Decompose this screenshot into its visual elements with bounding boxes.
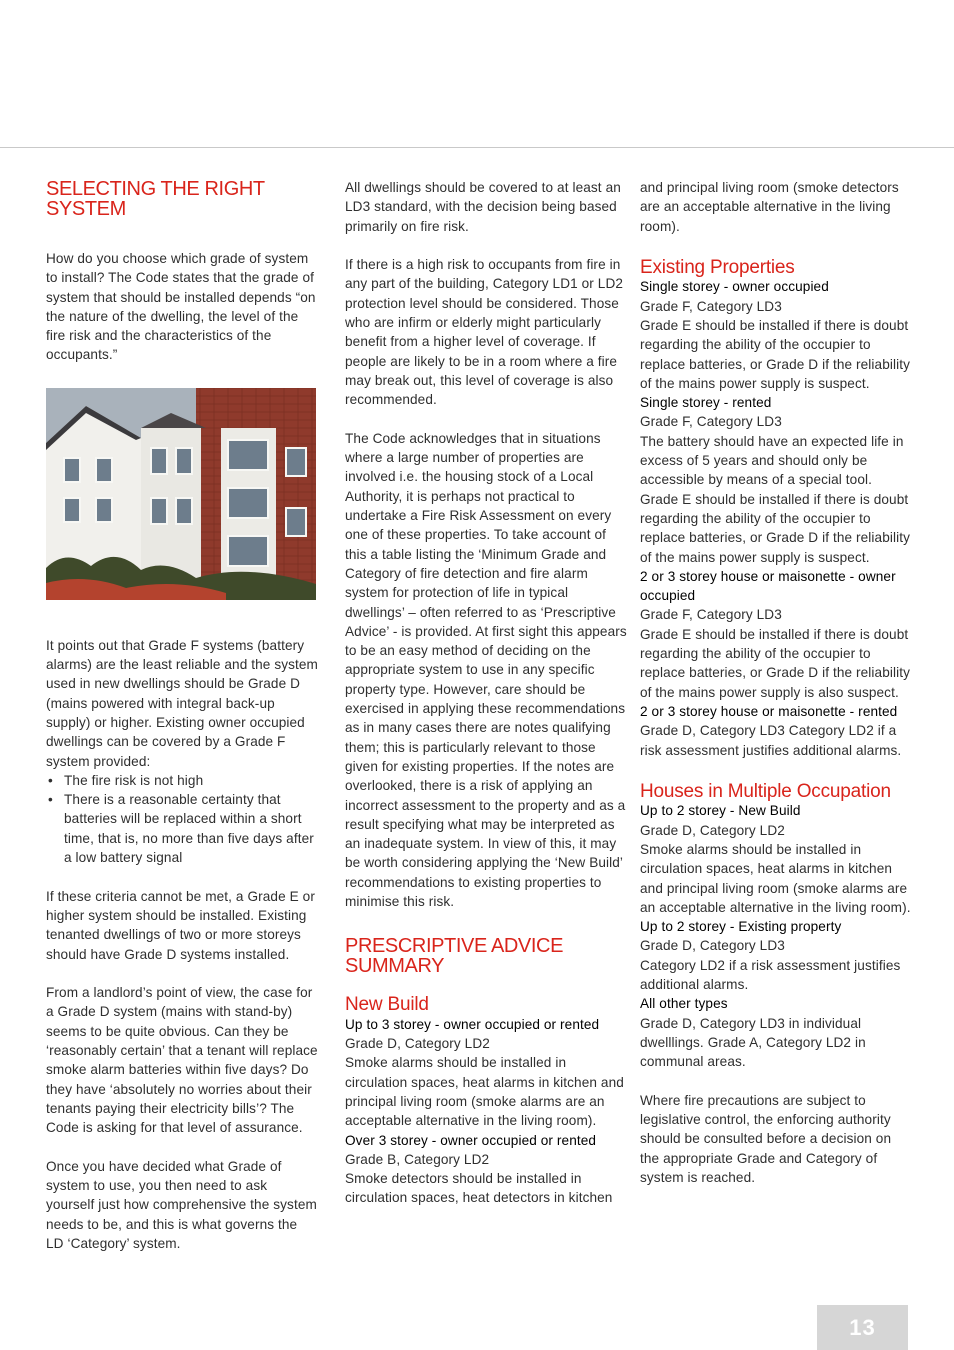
property-type: Up to 3 storey - owner occupied or rented [345, 1016, 600, 1032]
grade-category: Grade B, Category LD2 [345, 1151, 490, 1167]
paragraph: Once you have decided what Grade of system to use, you then need to ask yourself just how comprehensive the system needs to be, and this is what governs the LD ‘Category’ system. [46, 1158, 317, 1251]
paragraph: The battery should have an expected life in excess of 5 years and should only be accessible by means of a special tool. Grade E should be installed if there is doubt regarding the ability of the occupier to replace batteries, or Grade D if the reliability of the mains power supply is suspect. [640, 433, 910, 565]
section-heading-selecting: SELECTING THE RIGHT SYSTEM [46, 178, 265, 220]
subheading-new-build: New Build [345, 994, 429, 1016]
section-heading-prescriptive: PRESCRIPTIVE ADVICE SUMMARY [345, 935, 564, 977]
paragraph [640, 702, 914, 760]
criteria-list [46, 771, 318, 867]
paragraph: If there is a high risk to occupants from fire in any part of the building, Category LD1 or LD2 protection level should be considered. Those who are infirm or elderly might particularly benefit from a higher level of coverage. If people are likely to be in a room where a fire may break out, this level of coverage is also recommended. [345, 257, 624, 408]
grade-category: Grade D, Category LD3 [640, 938, 785, 954]
property-type: 2 or 3 storey house or maisonette - owner occupied [640, 568, 896, 604]
property-type: Up to 2 storey - New Build [640, 803, 801, 819]
paragraph: From a landlord’s point of view, the case for a Grade D system (mains with stand-by) seems to be quite obvious. Can they be ‘reasonably certain’ that a tenant will replace smoke alarm batteries within five days? Do they have ‘absolutely no worries about their tenants paying their electricity bills’? The Code is asking for that level of assurance. [46, 985, 318, 1136]
grade-category: Grade D, Category LD2 [640, 822, 785, 838]
column-3 [640, 178, 914, 1187]
paragraph: It points out that Grade F systems (battery alarms) are the least reliable and the system used in new dwellings should be Grade D (mains powered with integral back-up supply) or higher. Existing owner occupied dwellings can be covered by a Grade F system provided: [46, 637, 318, 769]
list-item: • The fire risk is not high [46, 771, 318, 790]
paragraph: Where fire precautions are subject to legislative control, the enforcing authority should be consulted before a decision on the appropriate Grade and Category of system is reached. [640, 1092, 892, 1185]
paragraph: How do you choose which grade of system to install? The Code states that the grade of system that should be installed depends “on the nature of the dwelling, the level of the fire risk and the characteristics of the occupants.” [46, 251, 316, 363]
list-item: • There is a reasonable certainty that batteries will be replaced within a short time, that is, no more than five days after a low battery signal [46, 790, 318, 867]
paragraph: Grade E should be installed if there is doubt regarding the ability of the occupier to replace batteries, or Grade D if the reliability of the mains power supply is suspect. [640, 317, 910, 391]
paragraph: Category LD2 if a risk assessment justifies additional alarms. [640, 957, 901, 992]
paragraph: Smoke alarms should be installed in circulation spaces, heat alarms in kitchen and principal living room (smoke alarms are an acceptable alternative in the living room). [640, 841, 911, 915]
grade-category: Grade F, Category LD3 [640, 298, 782, 314]
grade-category: Grade D, Category LD3 Category LD2 if a risk assessment justifies additional alarms. [640, 723, 902, 758]
page-number: 13 [817, 1305, 908, 1350]
header-rule [0, 147, 954, 148]
property-type: Single storey - rented [640, 395, 772, 411]
property-type: All other types [640, 996, 728, 1012]
subheading-existing-properties: Existing Properties [640, 256, 795, 278]
paragraph: Grade D, Category LD3 in individual dwelllings. Grade A, Category LD2 in communal areas. [640, 1015, 866, 1070]
paragraph: Smoke alarms should be installed in circulation spaces, heat alarms in kitchen and principal living room (smoke alarms are an acceptable alternative in the living room). [345, 1055, 624, 1129]
building-photo [46, 388, 316, 600]
grade-category: Grade F, Category LD3 [640, 414, 782, 430]
subheading-hmo: Houses in Multiple Occupation [640, 780, 891, 802]
paragraph: Grade E should be installed if there is doubt regarding the ability of the occupier to replace batteries, or Grade D if the reliability of the mains power supply is also suspect. [640, 626, 910, 700]
grade-category: Grade D, Category LD2 [345, 1036, 490, 1052]
property-type: Over 3 storey - owner occupied or rented [345, 1132, 597, 1148]
property-type: Single storey - owner occupied [640, 279, 829, 295]
property-type: 2 or 3 storey house or maisonette - rented [640, 703, 898, 719]
paragraph: All dwellings should be covered to at least an LD3 standard, with the decision being based primarily on fire risk. [345, 180, 621, 234]
paragraph: and principal living room (smoke detectors are an acceptable alternative in the living room). [640, 180, 899, 234]
property-type: Up to 2 storey - Existing property [640, 919, 842, 935]
paragraph: The Code acknowledges that in situations where a large number of properties are involved i.e. the housing stock of a Local Authority, it is perhaps not practical to undertake a Fire Risk Assessment on every one of these properties. To take account of this a table listing the ‘Minimum Grade and Category of fire detection and fire alarm system for protection of life in typical dwellings’ – often referred to as ‘Prescriptive Advice’ - is provided. At first sight this appears to be an easy method of deciding on the appropriate system to use in any specific property type. However, care should be exercised in applying these recommendations as in many cases there are notes qualifying them; this is particularly relevant to those given for existing properties. If the notes are overlooked, there is a risk of applying an incorrect assessment to the property and as a result specifying what may be interpreted as an inadequate system. In view of this, it may be worth considering applying the ‘New Build’ recommendations to existing properties to minimise this risk. [345, 430, 627, 909]
apartment-building-image [46, 388, 316, 600]
paragraph: If these criteria cannot be met, a Grade E or higher system should be installed. Existing tenanted dwellings of two or more storeys should have Grade D systems installed. [46, 888, 315, 962]
column-2 [345, 178, 629, 1208]
grade-category: Grade F, Category LD3 [640, 607, 782, 623]
column-1 [46, 178, 318, 1253]
paragraph: Smoke detectors should be installed in circulation spaces, heat detectors in kitchen [345, 1171, 613, 1206]
